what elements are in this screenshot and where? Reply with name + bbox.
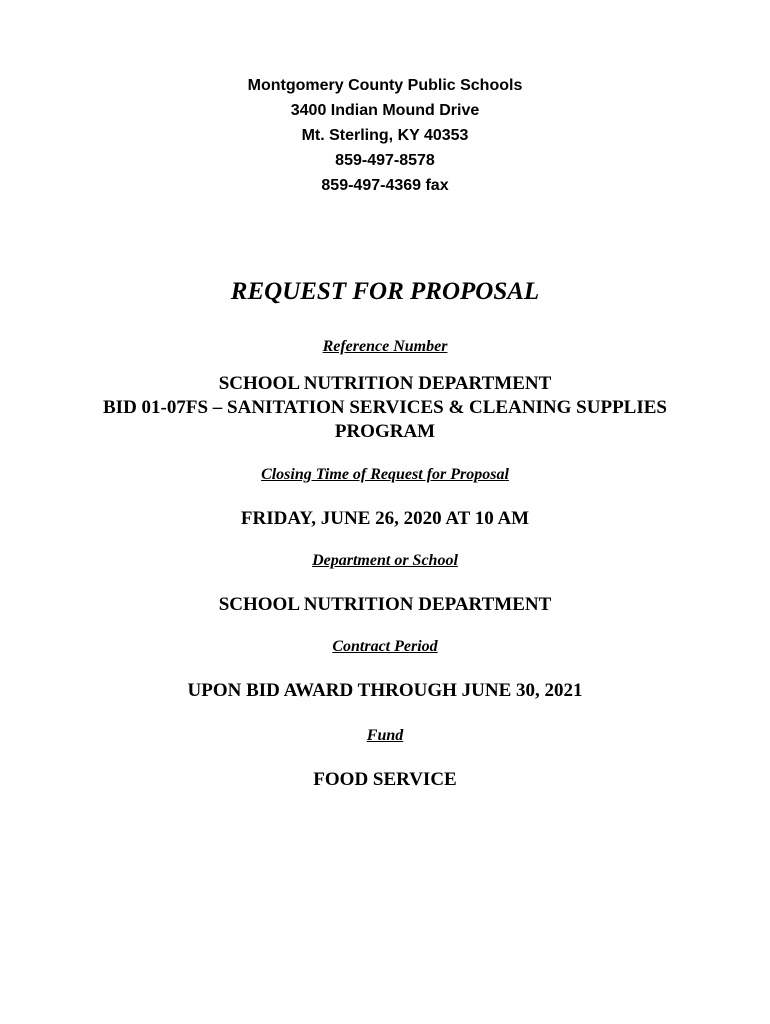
reference-line-3: PROGRAM (334, 421, 436, 442)
fund-label: Fund (366, 727, 404, 744)
organization-phone: 859-497-8578 (335, 152, 435, 169)
reference-number-value (40, 372, 730, 444)
closing-time-value: FRIDAY, JUNE 26, 2020 AT 10 AM (240, 508, 530, 529)
organization-name: Montgomery County Public Schools (247, 77, 523, 94)
organization-address: 3400 Indian Mound Drive (290, 102, 480, 119)
contract-period-label: Contract Period (332, 638, 438, 655)
reference-line-2: BID 01-07FS – SANITATION SERVICES & CLEANING SUPPLIES (103, 397, 667, 418)
department-value: SCHOOL NUTRITION DEPARTMENT (218, 594, 552, 615)
reference-line-1: SCHOOL NUTRITION DEPARTMENT (218, 373, 552, 394)
document-title: REQUEST FOR PROPOSAL (230, 278, 540, 305)
department-label: Department or School (312, 552, 458, 569)
organization-fax: 859-497-4369 fax (321, 177, 449, 194)
reference-number-label: Reference Number (322, 338, 448, 355)
contract-period-value: UPON BID AWARD THROUGH JUNE 30, 2021 (187, 680, 583, 701)
fund-value: FOOD SERVICE (313, 769, 457, 790)
closing-time-label: Closing Time of Request for Proposal (261, 466, 509, 483)
organization-city: Mt. Sterling, KY 40353 (301, 127, 469, 144)
